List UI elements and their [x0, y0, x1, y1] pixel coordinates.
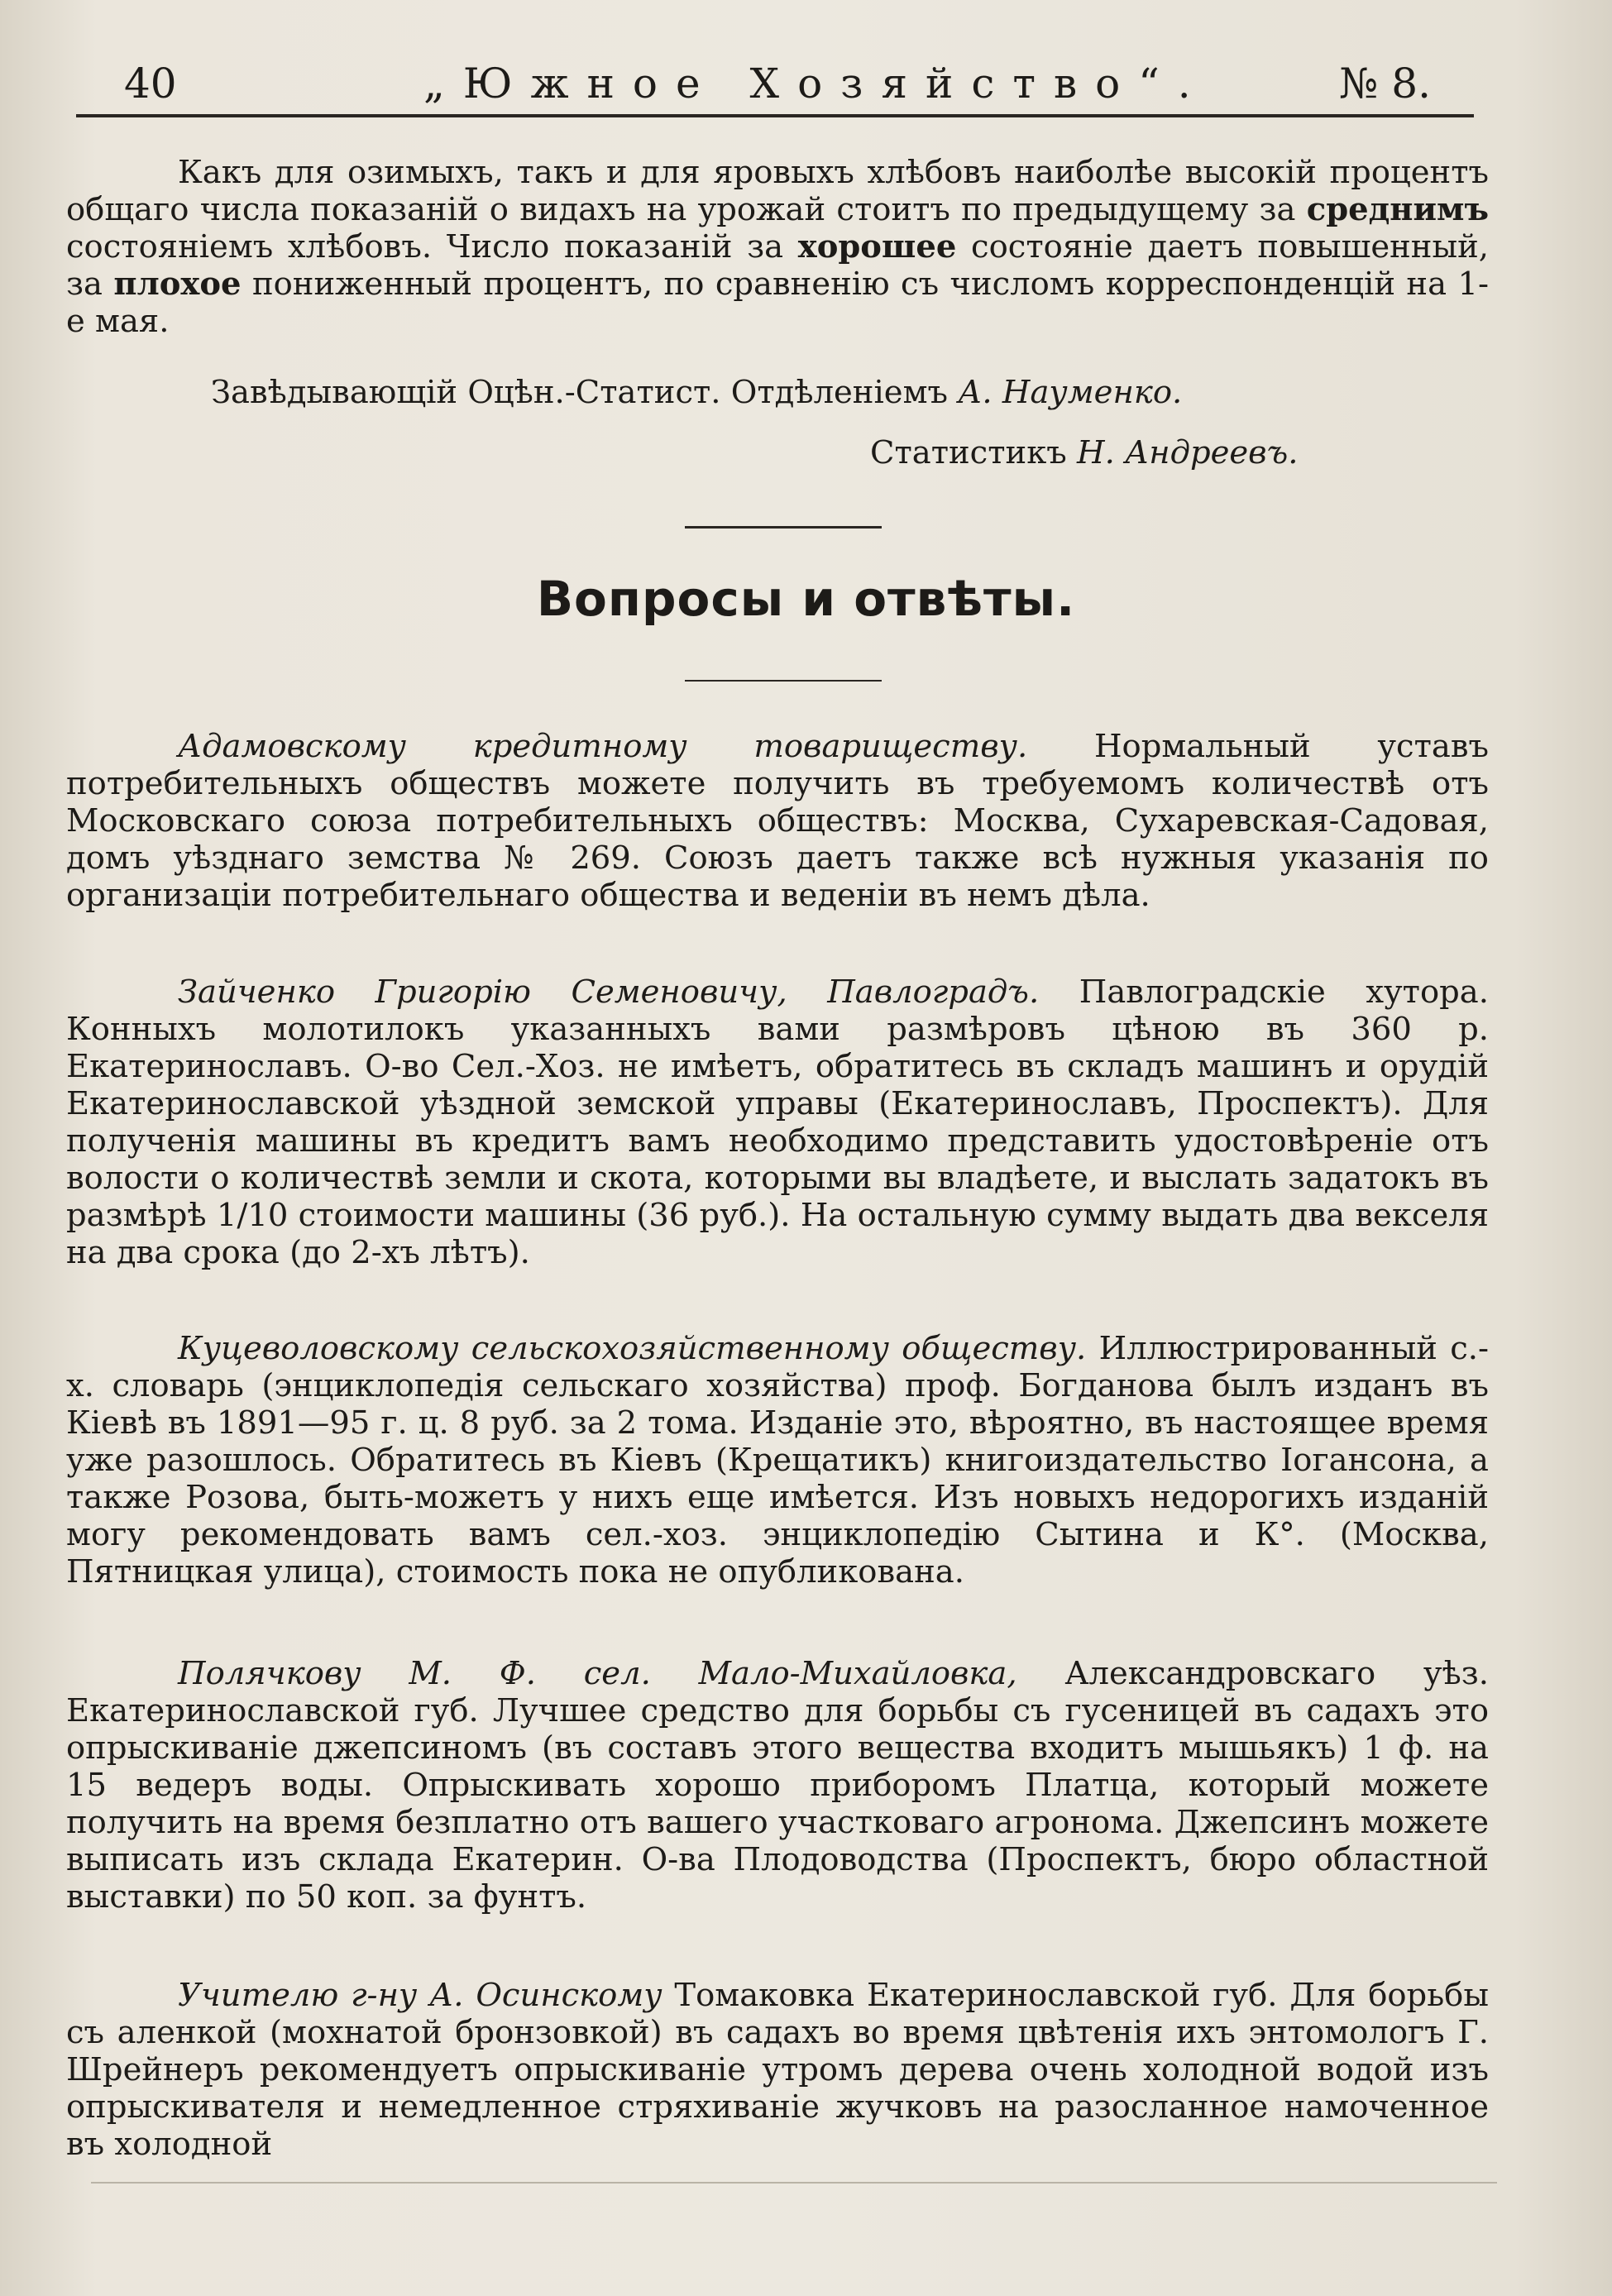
- signature-head-name: А. Науменко.: [958, 374, 1183, 411]
- intro-bold-2: хорошее: [797, 228, 957, 265]
- issue-number: № 8.: [1339, 60, 1431, 108]
- answer-addressee: Учителю г-ну А. Осинскому: [178, 1977, 662, 2014]
- signature-head: [211, 374, 1182, 411]
- bottom-edge-rule: [91, 2182, 1497, 2184]
- signature-stat-name: Н. Андреевъ.: [1077, 434, 1299, 471]
- answer-addressee: Куцеволовскому сельскохозяйственному обществу.: [178, 1330, 1087, 1367]
- answer-5: [66, 1977, 1489, 2163]
- answer-3: [66, 1330, 1489, 1590]
- signature-statistician: [870, 434, 1299, 471]
- intro-bold-3: плохое: [113, 265, 242, 303]
- answer-text: Томаковка Екатеринославской губ. Для борьбы съ аленкой (мохнатой бронзовкой) въ садахъ во время цвѣтенія ихъ энтомологъ Г. Шрейнеръ рекомендуетъ опрыскиваніе утромъ дерева очень холодной водой изъ опрыскивателя и немедленное стряхиваніе жучковъ на разосланное намоченное въ холодной: [66, 1977, 1489, 2163]
- page-number: 40: [124, 60, 177, 108]
- intro-text-1: Какъ для озимыхъ, такъ и для яровыхъ хлѣбовъ наиболѣе высокій процентъ общаго числа показаній о видахъ на урожай стоитъ по предыдущему за: [66, 154, 1489, 228]
- header-rule: [76, 114, 1474, 117]
- page-header: [76, 55, 1474, 121]
- section-title: Вопросы и отвѣты.: [536, 571, 1076, 627]
- answer-addressee: Адамовскому кредитному товариществу.: [178, 728, 1028, 765]
- intro-bold-1: среднимъ: [1306, 191, 1489, 228]
- intro-text-3: состояніе даетъ повышенный, за: [66, 228, 1490, 303]
- intro-text-2: состояніемъ хлѣбовъ. Число показаній за: [66, 228, 798, 265]
- answer-text: Павлоградскіе хутора. Конныхъ молотилокъ указанныхъ вами размѣровъ цѣною въ 360 р. Екатеринославъ. О-во Сел.-Хоз. не имѣетъ, обратитесь въ складъ машинъ и орудій Екатеринославской уѣздной земской управы (Екатеринославъ, Проспектъ). Для полученія машины въ кредитъ вамъ необходимо представить удостовѣреніе отъ волости о количествѣ земли и скота, которыми вы владѣете, и выслать задатокъ въ размѣрѣ 1/10 стоимости машины (36 руб.). На остальную сумму выдать два векселя на два срока (до 2-хъ лѣтъ).: [66, 973, 1489, 1271]
- answer-text: Иллюстрированный с.-х. словарь (энциклопедія сельскаго хозяйства) проф. Богданова былъ изданъ въ Кіевѣ въ 1891—95 г. ц. 8 руб. за 2 тома. Изданіе это, вѣроятно, въ настоящее время уже разошлось. Обратитесь въ Кіевъ (Крещатикъ) книгоиздательство Іогансона, а также Розова, быть-можетъ у нихъ еще имѣется. Изъ новыхъ недорогихъ изданій могу рекомендовать вамъ сел.-хоз. энциклопедію Сытина и К°. (Москва, Пятницкая улица), стоимость пока не опубликована.: [66, 1330, 1489, 1590]
- answer-4: [66, 1655, 1489, 1916]
- intro-text-4: пониженный процентъ, по сравненію съ числомъ корреспонденцій на 1-е мая.: [66, 265, 1489, 340]
- answer-1: [66, 728, 1489, 914]
- signature-head-title: Завѣдывающій Оцѣн.-Статист. Отдѣленіемъ: [211, 374, 949, 411]
- answer-addressee: Полячкову М. Ф. сел. Мало-Михайловка,: [178, 1655, 1017, 1692]
- intro-paragraph: [66, 154, 1489, 340]
- answer-text: Александровскаго уѣз. Екатеринославской губ. Лучшее средство для борьбы съ гусеницей въ садахъ это опрыскиваніе джепсиномъ (въ составъ этого вещества входитъ мышьякъ) 1 ф. на 15 ведеръ воды. Опрыскивать хорошо приборомъ Платца, который можете получить на время безплатно отъ вашего участковаго агронома. Джепсинъ можете выписать изъ склада Екатерин. О-ва Плодоводства (Проспектъ, бюро областной выставки) по 50 коп. за фунтъ.: [66, 1655, 1490, 1916]
- signature-stat-title: Статистикъ: [870, 434, 1067, 471]
- divider-bottom: [685, 680, 882, 682]
- divider-top: [685, 526, 882, 529]
- journal-title: „Южное Хозяйство“.: [423, 60, 1209, 108]
- answer-text: Нормальный уставъ потребительныхъ обществъ можете получить въ требуемомъ количествѣ отъ Московскаго союза потребительныхъ обществъ: Москва, Сухаревская-Садовая, домъ уѣзднаго земства № 269. Союзъ даетъ также всѣ нужныя указанія по организаціи потребительнаго общества и веденіи въ немъ дѣла.: [66, 728, 1489, 914]
- answer-addressee: Зайченко Григорію Семеновичу, Павлоградъ.: [178, 973, 1040, 1011]
- answer-2: [66, 973, 1489, 1271]
